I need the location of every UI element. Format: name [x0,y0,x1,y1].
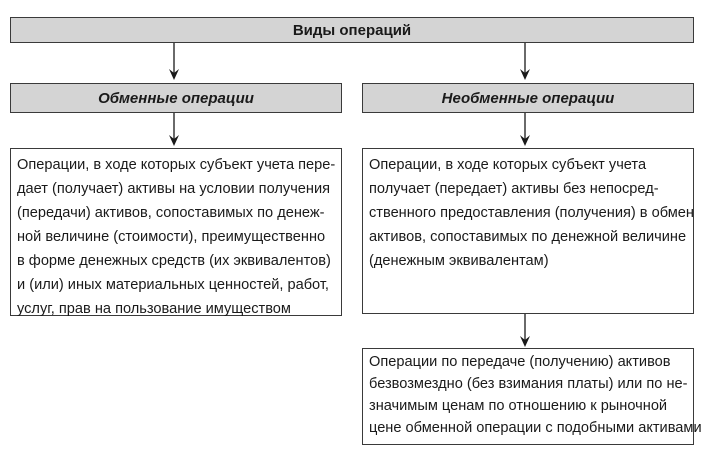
gratuitous-operations-description [362,348,702,445]
arrow-left-heading-to-description [167,113,181,147]
description-line: в форме денежных средств (их эквивалентов) [17,253,331,269]
description-line: значимым ценам по отношению к рыночной [369,398,668,414]
description-line: Операции по передаче (получению) активов [369,354,671,370]
arrow-right-heading-to-description [518,113,532,147]
description-line: и (или) иных материальных ценностей, работ, [17,277,329,293]
non-exchange-operations-description [362,148,694,314]
description-line: (передачи) активов, сопоставимых по денеж- [17,205,325,221]
title-text: Виды операций [292,21,412,39]
exchange-operations-description [10,148,342,316]
description-line: цене обменной операции с подобными активами [369,420,702,436]
arrow-title-to-left [167,43,181,81]
description-line: услуг, прав на пользование имуществом [17,301,291,317]
description-line: (денежным эквивалентам) [369,253,549,269]
exchange-operations-heading [10,83,342,113]
non-exchange-operations-heading [362,83,694,113]
description-line: ной величине (стоимости), преимущественно [17,229,326,245]
title-box [10,17,694,43]
description-line: активов, сопоставимых по денежной величине [369,229,687,245]
description-line: безвозмездно (без взимания платы) или по не- [369,376,688,392]
non-exchange-operations-label: Необменные операции [441,89,615,107]
arrow-title-to-right [518,43,532,81]
description-line: ственного предоставления (получения) в обмен [369,205,694,221]
exchange-operations-label: Обменные операции [98,89,254,107]
description-line: дает (получает) активы на условии получения [17,181,331,197]
description-line: Операции, в ходе которых субъект учета [369,157,647,173]
description-line: Операции, в ходе которых субъект учета пере- [17,157,336,173]
arrow-right-description-to-sub [518,314,532,348]
description-line: получает (передает) активы без непосред- [369,181,659,197]
